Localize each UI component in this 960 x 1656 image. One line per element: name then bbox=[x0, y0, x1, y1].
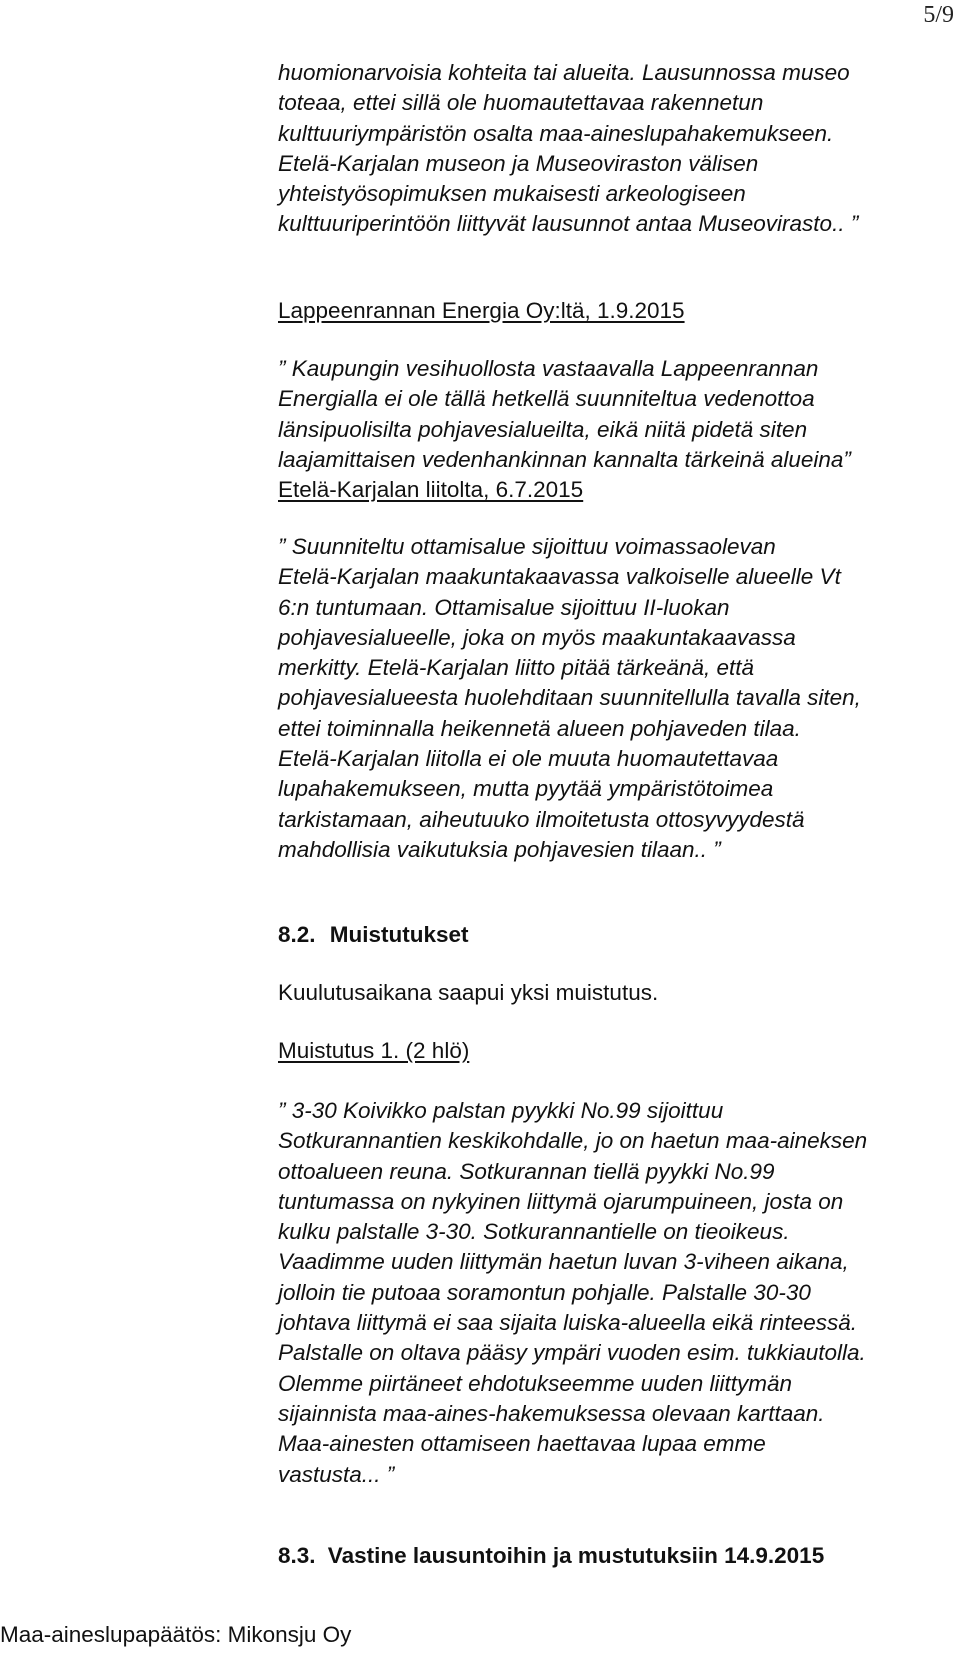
section-heading bbox=[278, 922, 469, 948]
text-line: ottoalueen reuna. Sotkurannan tiellä pyykki No.99 bbox=[278, 1158, 775, 1184]
energia-heading-block bbox=[278, 296, 928, 326]
text-line: ettei toiminnalla heikennetä alueen pohjaveden tilaa. bbox=[278, 715, 801, 741]
text-line: tarkistamaan, aiheutuuko ilmoitetusta ottosyvyydestä bbox=[278, 806, 805, 832]
page-number: 5/9 bbox=[923, 2, 954, 28]
liitto-statement bbox=[278, 532, 928, 865]
section-heading bbox=[278, 1543, 824, 1569]
museum-statement bbox=[278, 58, 928, 240]
text-line: Etelä-Karjalan museon ja Museoviraston välisen bbox=[278, 150, 759, 176]
liitto-heading-block bbox=[278, 475, 928, 505]
text-line: 6:n tuntumaan. Ottamisalue sijoittuu II-luokan bbox=[278, 594, 730, 620]
energia-statement bbox=[278, 354, 928, 475]
reminder-heading-block bbox=[278, 1036, 928, 1066]
statement-source-heading: Lappeenrannan Energia Oy:ltä, 1.9.2015 bbox=[278, 298, 685, 323]
section-number: 8.3. bbox=[278, 1543, 316, 1568]
text-line: Energialla ei ole tällä hetkellä suunniteltua vedenottoa bbox=[278, 386, 815, 412]
text-line: Olemme piirtäneet ehdotukseemme uuden liittymän bbox=[278, 1370, 793, 1396]
text-line: tuntumassa on nykyinen liittymä ojarumpuineen, josta on bbox=[278, 1188, 844, 1214]
text-line: laajamittaisen vedenhankinnan kannalta tärkeinä alueina” bbox=[278, 446, 851, 472]
text-line: kulku palstalle 3-30. Sotkurannantielle on tieoikeus. bbox=[278, 1219, 790, 1245]
text-line: pohjavesialueelle, joka on myös maakuntakaavassa bbox=[278, 624, 796, 650]
text-line: Etelä-Karjalan maakuntakaavassa valkoiselle alueelle Vt bbox=[278, 564, 841, 590]
text-line: vastusta... ” bbox=[278, 1461, 395, 1487]
text-line: toteaa, ettei sillä ole huomautettavaa rakennetun bbox=[278, 90, 764, 116]
text-line: kulttuuriympäristön osalta maa-aineslupahakemukseen. bbox=[278, 120, 834, 146]
text-line: Vaadimme uuden liittymän haetun luvan 3-viheen aikana, bbox=[278, 1249, 849, 1275]
text-line: Palstalle on oltava pääsy ympäri vuoden esim. tukkiautolla. bbox=[278, 1340, 866, 1366]
text-line: jolloin tie putoaa soramontun pohjalle. Palstalle 30-30 bbox=[278, 1279, 811, 1305]
text-line: johtava liittymä ei saa sijaita luiska-alueella eikä rinteessä. bbox=[278, 1310, 858, 1336]
text-line: sijainnista maa-aines-hakemuksessa olevaan karttaan. bbox=[278, 1400, 825, 1426]
text-line: Etelä-Karjalan liitolla ei ole muuta huomautettavaa bbox=[278, 746, 779, 772]
text-line: kulttuuriperintöön liittyvät lausunnot antaa Museovirasto.. ” bbox=[278, 211, 859, 237]
text-line: länsipuolisilta pohjavesialueilta, eikä niitä pidetä siten bbox=[278, 416, 808, 442]
text-line: Maa-ainesten ottamiseen haettavaa lupaa emme bbox=[278, 1431, 766, 1457]
text-line: Sotkurannantien keskikohdalle, jo on haetun maa-aineksen bbox=[278, 1128, 868, 1154]
text-line: mahdollisia vaikutuksia pohjavesien tilaan.. ” bbox=[278, 836, 721, 862]
reminder-intro: Kuulutusaikana saapui yksi muistutus. bbox=[278, 980, 659, 1005]
text-line: yhteistyösopimuksen mukaisesti arkeologiseen bbox=[278, 181, 746, 207]
text-line: ” 3-30 Koivikko palstan pyykki No.99 sijoittuu bbox=[278, 1098, 724, 1123]
text-line: merkitty. Etelä-Karjalan liitto pitää tärkeänä, että bbox=[278, 655, 755, 681]
text-line: lupahakemukseen, mutta pyytää ympäristötoimea bbox=[278, 776, 774, 802]
reminder-text bbox=[278, 1096, 928, 1490]
reminder-heading: Muistutus 1. (2 hlö) bbox=[278, 1038, 470, 1063]
section-title: Muistutukset bbox=[329, 922, 469, 947]
statement-source-heading: Etelä-Karjalan liitolta, 6.7.2015 bbox=[278, 477, 584, 502]
text-line: huomionarvoisia kohteita tai alueita. Lausunnossa museo bbox=[278, 60, 850, 85]
text-line: ” Kaupungin vesihuollosta vastaavalla Lappeenrannan bbox=[278, 356, 819, 381]
text-line: pohjavesialueesta huolehditaan suunnitellulla tavalla siten, bbox=[278, 685, 861, 711]
reminder-intro-block bbox=[278, 978, 928, 1008]
footer-text: Maa-aineslupapäätös: Mikonsju Oy bbox=[0, 1622, 352, 1647]
section-title: Vastine lausuntoihin ja mustutuksiin 14.9.2015 bbox=[327, 1543, 825, 1568]
section-number: 8.2. bbox=[278, 922, 316, 947]
text-line: ” Suunniteltu ottamisalue sijoittuu voimassaolevan bbox=[278, 534, 776, 559]
